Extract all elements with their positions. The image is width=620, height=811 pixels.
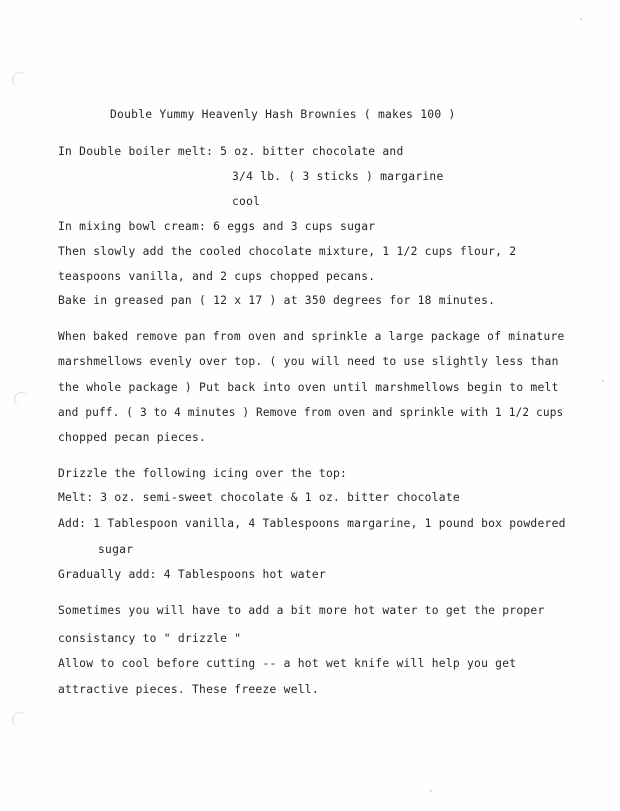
recipe-line: attractive pieces. These freeze well. — [58, 683, 319, 696]
recipe-line: Sometimes you will have to add a bit more hot water to get the proper — [58, 604, 545, 617]
recipe-line: Then slowly add the cooled chocolate mixture, 1 1/2 cups flour, 2 — [58, 245, 517, 258]
recipe-line: Add: 1 Tablespoon vanilla, 4 Tablespoons margarine, 1 pound box powdered — [58, 517, 566, 530]
punch-hole-mark-bottom — [12, 712, 27, 727]
recipe-title: Double Yummy Heavenly Hash Brownies ( makes 100 ) — [110, 108, 456, 121]
recipe-line: Drizzle the following icing over the top: — [58, 467, 348, 480]
recipe-line: consistancy to " drizzle " — [58, 632, 242, 645]
recipe-line: Bake in greased pan ( 12 x 17 ) at 350 degrees for 18 minutes. — [58, 294, 496, 307]
recipe-line: Melt: 3 oz. semi-sweet chocolate & 1 oz. bitter chocolate — [58, 491, 460, 504]
recipe-line: and puff. ( 3 to 4 minutes ) Remove from oven and sprinkle with 1 1/2 cups — [58, 406, 564, 419]
recipe-line: Allow to cool before cutting -- a hot wet knife will help you get — [58, 657, 517, 670]
punch-hole-mark-middle — [14, 392, 29, 407]
recipe-line: teaspoons vanilla, and 2 cups chopped pecans. — [58, 270, 376, 283]
recipe-line: cool — [232, 195, 261, 208]
recipe-line: 3/4 lb. ( 3 sticks ) margarine — [232, 170, 444, 183]
recipe-line: sugar — [98, 543, 134, 556]
punch-hole-mark-top — [12, 72, 27, 87]
paper-speck — [430, 790, 432, 792]
recipe-line: In mixing bowl cream: 6 eggs and 3 cups sugar — [58, 220, 376, 233]
paper-speck — [602, 380, 604, 382]
recipe-line: the whole package ) Put back into oven until marshmellows begin to melt — [58, 381, 559, 394]
recipe-line: Gradually add: 4 Tablespoons hot water — [58, 568, 326, 581]
paper-speck — [580, 18, 582, 20]
recipe-line: When baked remove pan from oven and sprinkle a large package of minature — [58, 330, 565, 343]
recipe-line: marshmellows evenly over top. ( you will need to use slightly less than — [58, 355, 559, 368]
recipe-line: In Double boiler melt: 5 oz. bitter chocolate and — [58, 145, 404, 158]
recipe-line: chopped pecan pieces. — [58, 431, 207, 444]
